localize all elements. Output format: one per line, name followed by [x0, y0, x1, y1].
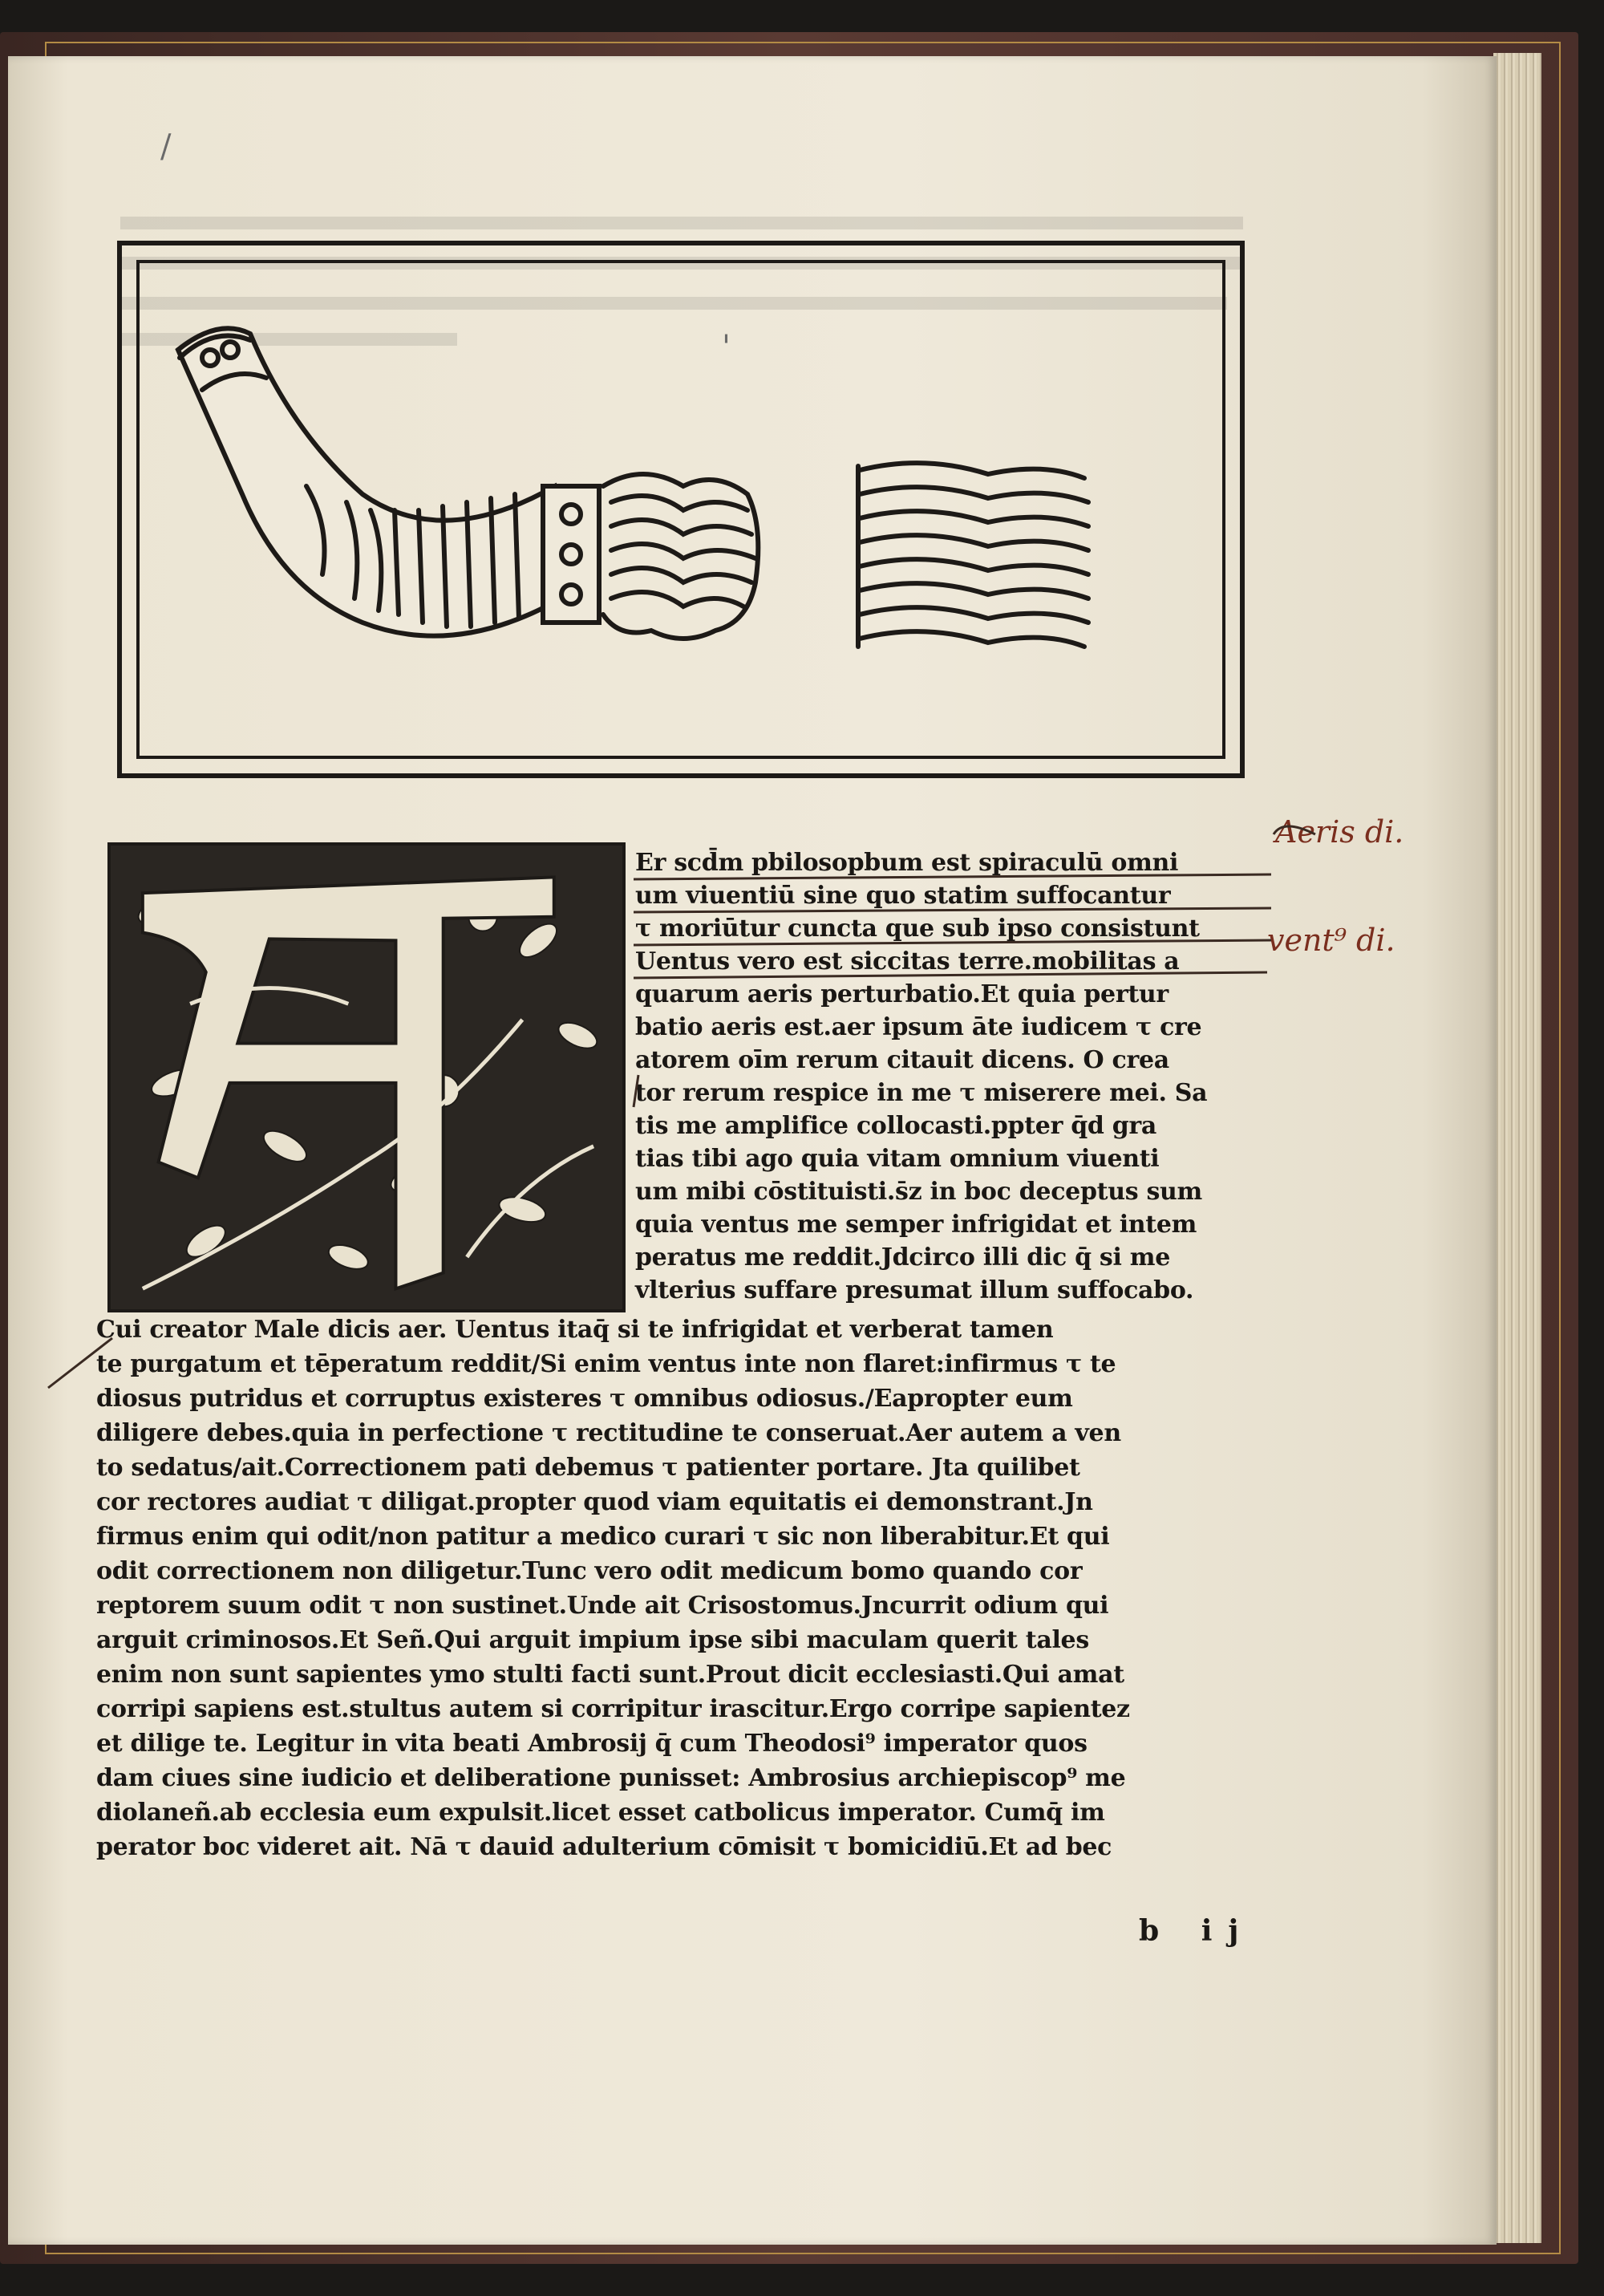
text-line: enim non sunt sapientes ymo stulti facti sunt.Prout dicit ecclesiasti.Qui amat [96, 1661, 1124, 1689]
text-line: um viuentiū sine quo statim suffocantur [635, 882, 1171, 910]
text-line: odit correctionem non diligetur.Tunc vero odit medicum bomo quando cor [96, 1557, 1083, 1585]
text-line: quia ventus me semper infrigidat et intem [635, 1211, 1197, 1239]
text-line: corripi sapiens est.stultus autem si corripitur irascitur.Ergo corripe sapientez [96, 1695, 1130, 1723]
initial-letter-v [111, 846, 622, 1309]
text-line: tias tibi ago quia vitam omnium viuenti [635, 1145, 1160, 1173]
text-line: quarum aeris perturbatio.Et quia pertur [635, 980, 1169, 1008]
horn-and-wind-image [122, 245, 1240, 773]
text-line: firmus enim qui odit/non patitur a medico curari τ sic non liberabitur.Et qui [96, 1523, 1110, 1551]
text-line: Cui creator Male dicis aer. Uentus itaq̄ si te infrigidat et verberat tamen [96, 1316, 1054, 1344]
text-line: diosus putridus et corruptus existeres τ omnibus odiosus./Eapropter eum [96, 1385, 1073, 1413]
text-line: et dilige te. Legitur in vita beati Ambrosij q̄ cum Theodosi⁹ imperator quos [96, 1730, 1088, 1758]
woodcut-illustration [117, 241, 1245, 778]
text-line: arguit criminosos.Et Señ.Qui arguit impium ipse sibi maculam querit tales [96, 1626, 1089, 1654]
text-line: vlterius suffare presumat illum suffocabo. [635, 1276, 1194, 1304]
text-line: diligere debes.quia in perfectione τ rectitudine te conseruat.Aer autem a ven [96, 1419, 1121, 1447]
text-line: dam ciues sine iudicio et deliberatione punisset: Ambrosius archiepiscop⁹ me [96, 1764, 1126, 1792]
text-line: perator boc videret ait. Nā τ dauid adulterium cōmisit τ bomicidiū.Et ad bec [96, 1833, 1112, 1861]
text-line: peratus me reddit.Jdcirco illi dic q̄ si me [635, 1243, 1170, 1272]
text-line: reptorem suum odit τ non sustinet.Unde ait Crisostomus.Jncurrit odium qui [96, 1592, 1109, 1620]
signature-mark: b ij [1139, 1914, 1255, 1948]
marginal-note: Aeris di. [1275, 814, 1404, 850]
text-line: cor rectores audiat τ diligat.propter quod viam equitatis ei demonstrant.Jn [96, 1488, 1093, 1516]
text-line: atorem oīm rerum citauit dicens. O crea [635, 1046, 1169, 1074]
text-line: τ moriūtur cuncta que sub ipso consistunt [635, 915, 1200, 943]
pencil-mark: / [160, 128, 172, 165]
text-line: te purgatum et tēperatum reddit/Si enim ventus inte non flaret:infirmus τ te [96, 1350, 1116, 1378]
text-line: tis me amplifice collocasti.ppter q̄d gra [635, 1112, 1157, 1140]
text-line: Uentus vero est siccitas terre.mobilitas a [635, 947, 1180, 976]
marginal-note: vent⁹ di. [1267, 923, 1395, 958]
pencil-mark: ' [722, 329, 731, 366]
text-line: tor rerum respice in me τ miserere mei. Sa [635, 1079, 1208, 1107]
text-line: to sedatus/ait.Correctionem pati debemus τ patienter portare. Jta quilibet [96, 1454, 1080, 1482]
decorated-initial [107, 842, 626, 1312]
text-line: batio aeris est.aer ipsum āte iudicem τ cre [635, 1013, 1202, 1041]
page-edges [1493, 53, 1541, 2243]
text-line: Er scd̄m pbilosopbum est spiraculū omni [635, 849, 1179, 877]
text-line: um mibi cōstituisti.s̄z in boc deceptus sum [635, 1178, 1202, 1206]
text-line: diolaneñ.ab ecclesia eum expulsit.licet esset catbolicus imperator. Cumq̄ im [96, 1799, 1105, 1827]
